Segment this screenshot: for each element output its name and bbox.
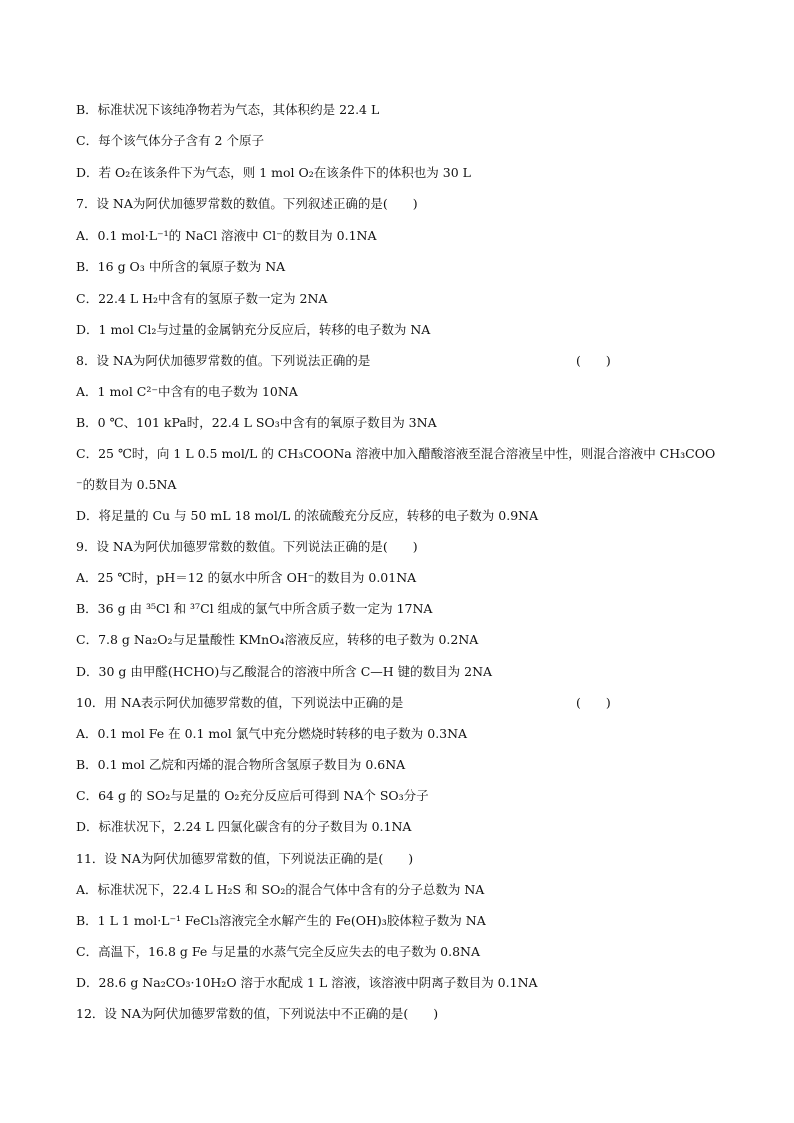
question-line: 11．设 NA为阿伏加德罗常数的值，下列说法正确的是( )	[76, 851, 414, 866]
option-line: A．1 mol C²⁻中含有的电子数为 10NA	[76, 384, 298, 399]
question-line: 12．设 NA为阿伏加德罗常数的值，下列说法中不正确的是( )	[76, 1006, 439, 1021]
option-line: D．30 g 由甲醛(HCHO)与乙酸混合的溶液中所含 C—H 键的数目为 2NA	[76, 664, 493, 679]
option-line: C．每个该气体分子含有 2 个原子	[76, 133, 264, 148]
option-line: D．1 mol Cl₂与过量的金属钠充分反应后，转移的电子数为 NA	[76, 322, 431, 337]
option-line: A．标准状况下，22.4 L H₂S 和 SO₂的混合气体中含有的分子总数为 NA	[76, 882, 485, 897]
option-line: D．将足量的 Cu 与 50 mL 18 mol/L 的浓硫酸充分反应，转移的电子数为 0.9NA	[76, 508, 539, 523]
option-line: B．0.1 mol 乙烷和丙烯的混合物所含氢原子数目为 0.6NA	[76, 757, 406, 772]
question-line: 10．用 NA表示阿伏加德罗常数的值，下列说法中正确的是	[76, 695, 404, 710]
option-line: C．64 g 的 SO₂与足量的 O₂充分反应后可得到 NA个 SO₃分子	[76, 788, 429, 803]
answer-parens: ( )	[576, 353, 611, 368]
option-line: C．22.4 L H₂中含有的氢原子数一定为 2NA	[76, 291, 328, 306]
option-line: C．高温下，16.8 g Fe 与足量的水蒸气完全反应失去的电子数为 0.8NA	[76, 944, 481, 959]
question-line: 9．设 NA为阿伏加德罗常数的数值。下列说法正确的是( )	[76, 539, 418, 554]
option-line: D．28.6 g Na₂CO₃·10H₂O 溶于水配成 1 L 溶液，该溶液中阴离子数目为 0.1NA	[76, 975, 538, 990]
question-line: 7．设 NA为阿伏加德罗常数的数值。下列叙述正确的是( )	[76, 196, 418, 211]
option-line: D．若 O₂在该条件下为气态，则 1 mol O₂在该条件下的体积也为 30 L	[76, 165, 471, 180]
option-line: A．25 ℃时，pH＝12 的氨水中所含 OH⁻的数目为 0.01NA	[76, 570, 417, 585]
option-line: B．标准状况下该纯净物若为气态，其体积约是 22.4 L	[76, 102, 380, 117]
option-line-continuation: ⁻的数目为 0.5NA	[76, 477, 177, 492]
option-line: B．0 ℃、101 kPa时，22.4 L SO₃中含有的氧原子数目为 3NA	[76, 415, 437, 430]
question-line: 8．设 NA为阿伏加德罗常数的值。下列说法正确的是	[76, 353, 371, 368]
option-line: C．7.8 g Na₂O₂与足量酸性 KMnO₄溶液反应，转移的电子数为 0.2NA	[76, 632, 479, 647]
option-line: B．36 g 由 ³⁵Cl 和 ³⁷Cl 组成的氯气中所含质子数一定为 17NA	[76, 601, 433, 616]
option-line: D．标准状况下，2.24 L 四氯化碳含有的分子数目为 0.1NA	[76, 819, 412, 834]
option-line: A．0.1 mol Fe 在 0.1 mol 氯气中充分燃烧时转移的电子数为 0.3NA	[76, 726, 468, 741]
option-line: B．1 L 1 mol·L⁻¹ FeCl₃溶液完全水解产生的 Fe(OH)₃胶体粒子数为 NA	[76, 913, 486, 928]
option-line: B．16 g O₃ 中所含的氧原子数为 NA	[76, 259, 286, 274]
option-line: A．0.1 mol·L⁻¹的 NaCl 溶液中 Cl⁻的数目为 0.1NA	[76, 228, 377, 243]
option-line: C．25 ℃时，向 1 L 0.5 mol/L 的 CH₃COONa 溶液中加入醋酸溶液至混合溶液呈中性，则混合溶液中 CH₃COO	[76, 446, 716, 461]
answer-parens: ( )	[576, 695, 611, 710]
